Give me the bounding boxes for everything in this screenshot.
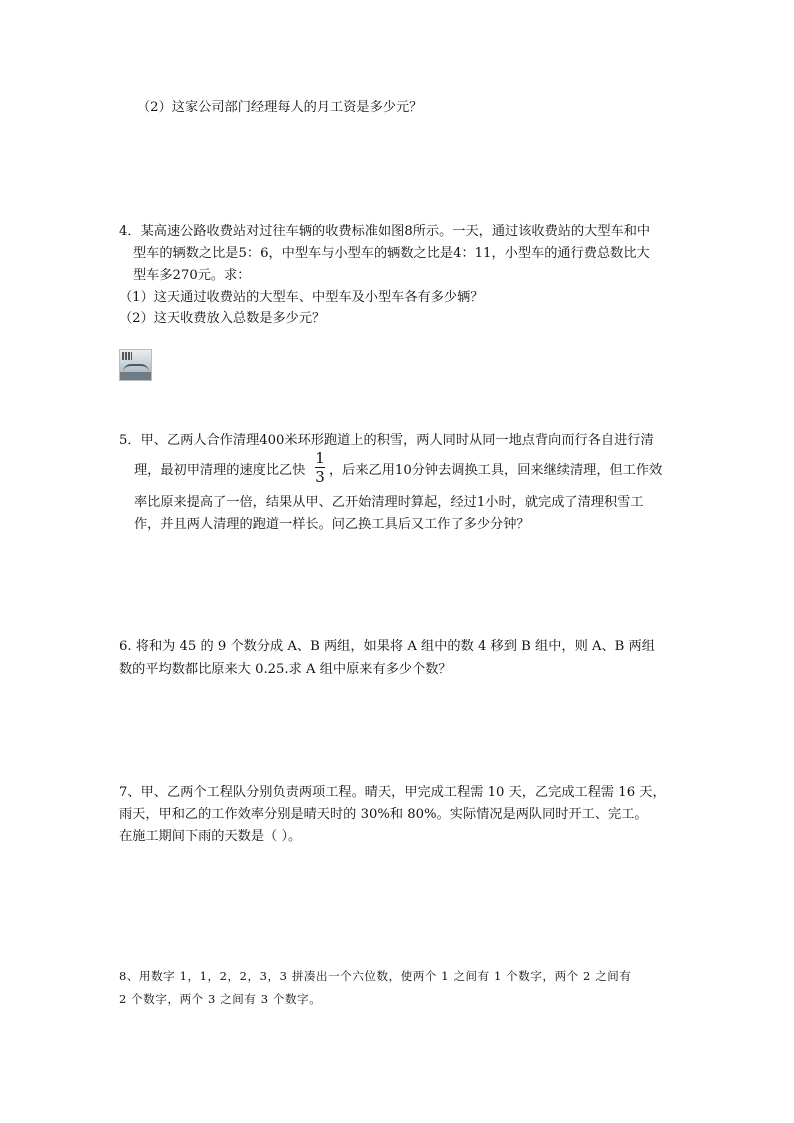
q4-line3: 型车多270元。求： (133, 268, 251, 283)
q5-line3: 率比原来提高了一倍，结果从甲、乙开始清理时算起，经过1小时，就完成了清理积雪工 (134, 495, 644, 510)
toll-road-graphic (120, 372, 152, 381)
q5-fraction-denominator: 3 (315, 468, 325, 486)
q5-line4: 作，并且两人清理的跑道一样长。问乙换工具后又工作了多少分钟？ (134, 517, 530, 532)
q6-line2: 数的平均数都比原来大 0.25.求 A 组中原来有多少个数？ (119, 662, 452, 677)
q4-line2: 型车的辆数之比是5：6，中型车与小型车的辆数之比是4：11，小型车的通行费总数比大 (133, 246, 650, 261)
q5-fraction-numerator: 1 (315, 449, 325, 467)
q5-line2-before: 理，最初甲清理的速度比乙快 (134, 463, 306, 478)
q6-line1: 6. 将和为 45 的 9 个数分成 A、B 两组，如果将 A 组中的数 4 移到 B 组中，则 A、B 两组 (119, 639, 655, 654)
q7-line3: 在施工期间下雨的天数是（ ）。 (119, 829, 302, 844)
q3-part2: （2）这家公司部门经理每人的月工资是多少元？ (137, 100, 423, 115)
toll-roof-graphic (123, 364, 149, 372)
toll-sign-graphic (122, 352, 132, 360)
q4-line1: 4．某高速公路收费站对过往车辆的收费标准如图8所示。一天，通过该收费站的大型车和中 (119, 224, 651, 239)
q7-line1: 7、甲、乙两个工程队分别负责两项工程。晴天，甲完成工程需 10 天，乙完成工程需 16 天， (119, 785, 666, 800)
q7-line2: 雨天，甲和乙的工作效率分别是晴天时的 30%和 80%。实际情况是两队同时开工、完工。 (119, 807, 648, 822)
q4-part2: （2）这天收费放入总数是多少元？ (119, 311, 326, 326)
q5-fraction (314, 450, 326, 485)
q5-line2-after: ，后来乙用10分钟去调换工具，回来继续清理，但工作效 (329, 463, 663, 478)
q5-line1: 5．甲、乙两人合作清理400米环形跑道上的积雪，两人同时从同一地点背向而行各自进行清 (119, 433, 654, 448)
q8-line1: 8、用数字 1，1，2，2，3，3 拼凑出一个六位数，使两个 1 之间有 1 个数字，两个 2 之间有 (119, 969, 632, 983)
toll-figure-image (119, 349, 152, 381)
q4-part1: （1）这天通过收费站的大型车、中型车及小型车各有多少辆？ (119, 290, 484, 305)
q8-line2: 2 个数字，两个 3 之间有 3 个数字。 (119, 992, 322, 1006)
